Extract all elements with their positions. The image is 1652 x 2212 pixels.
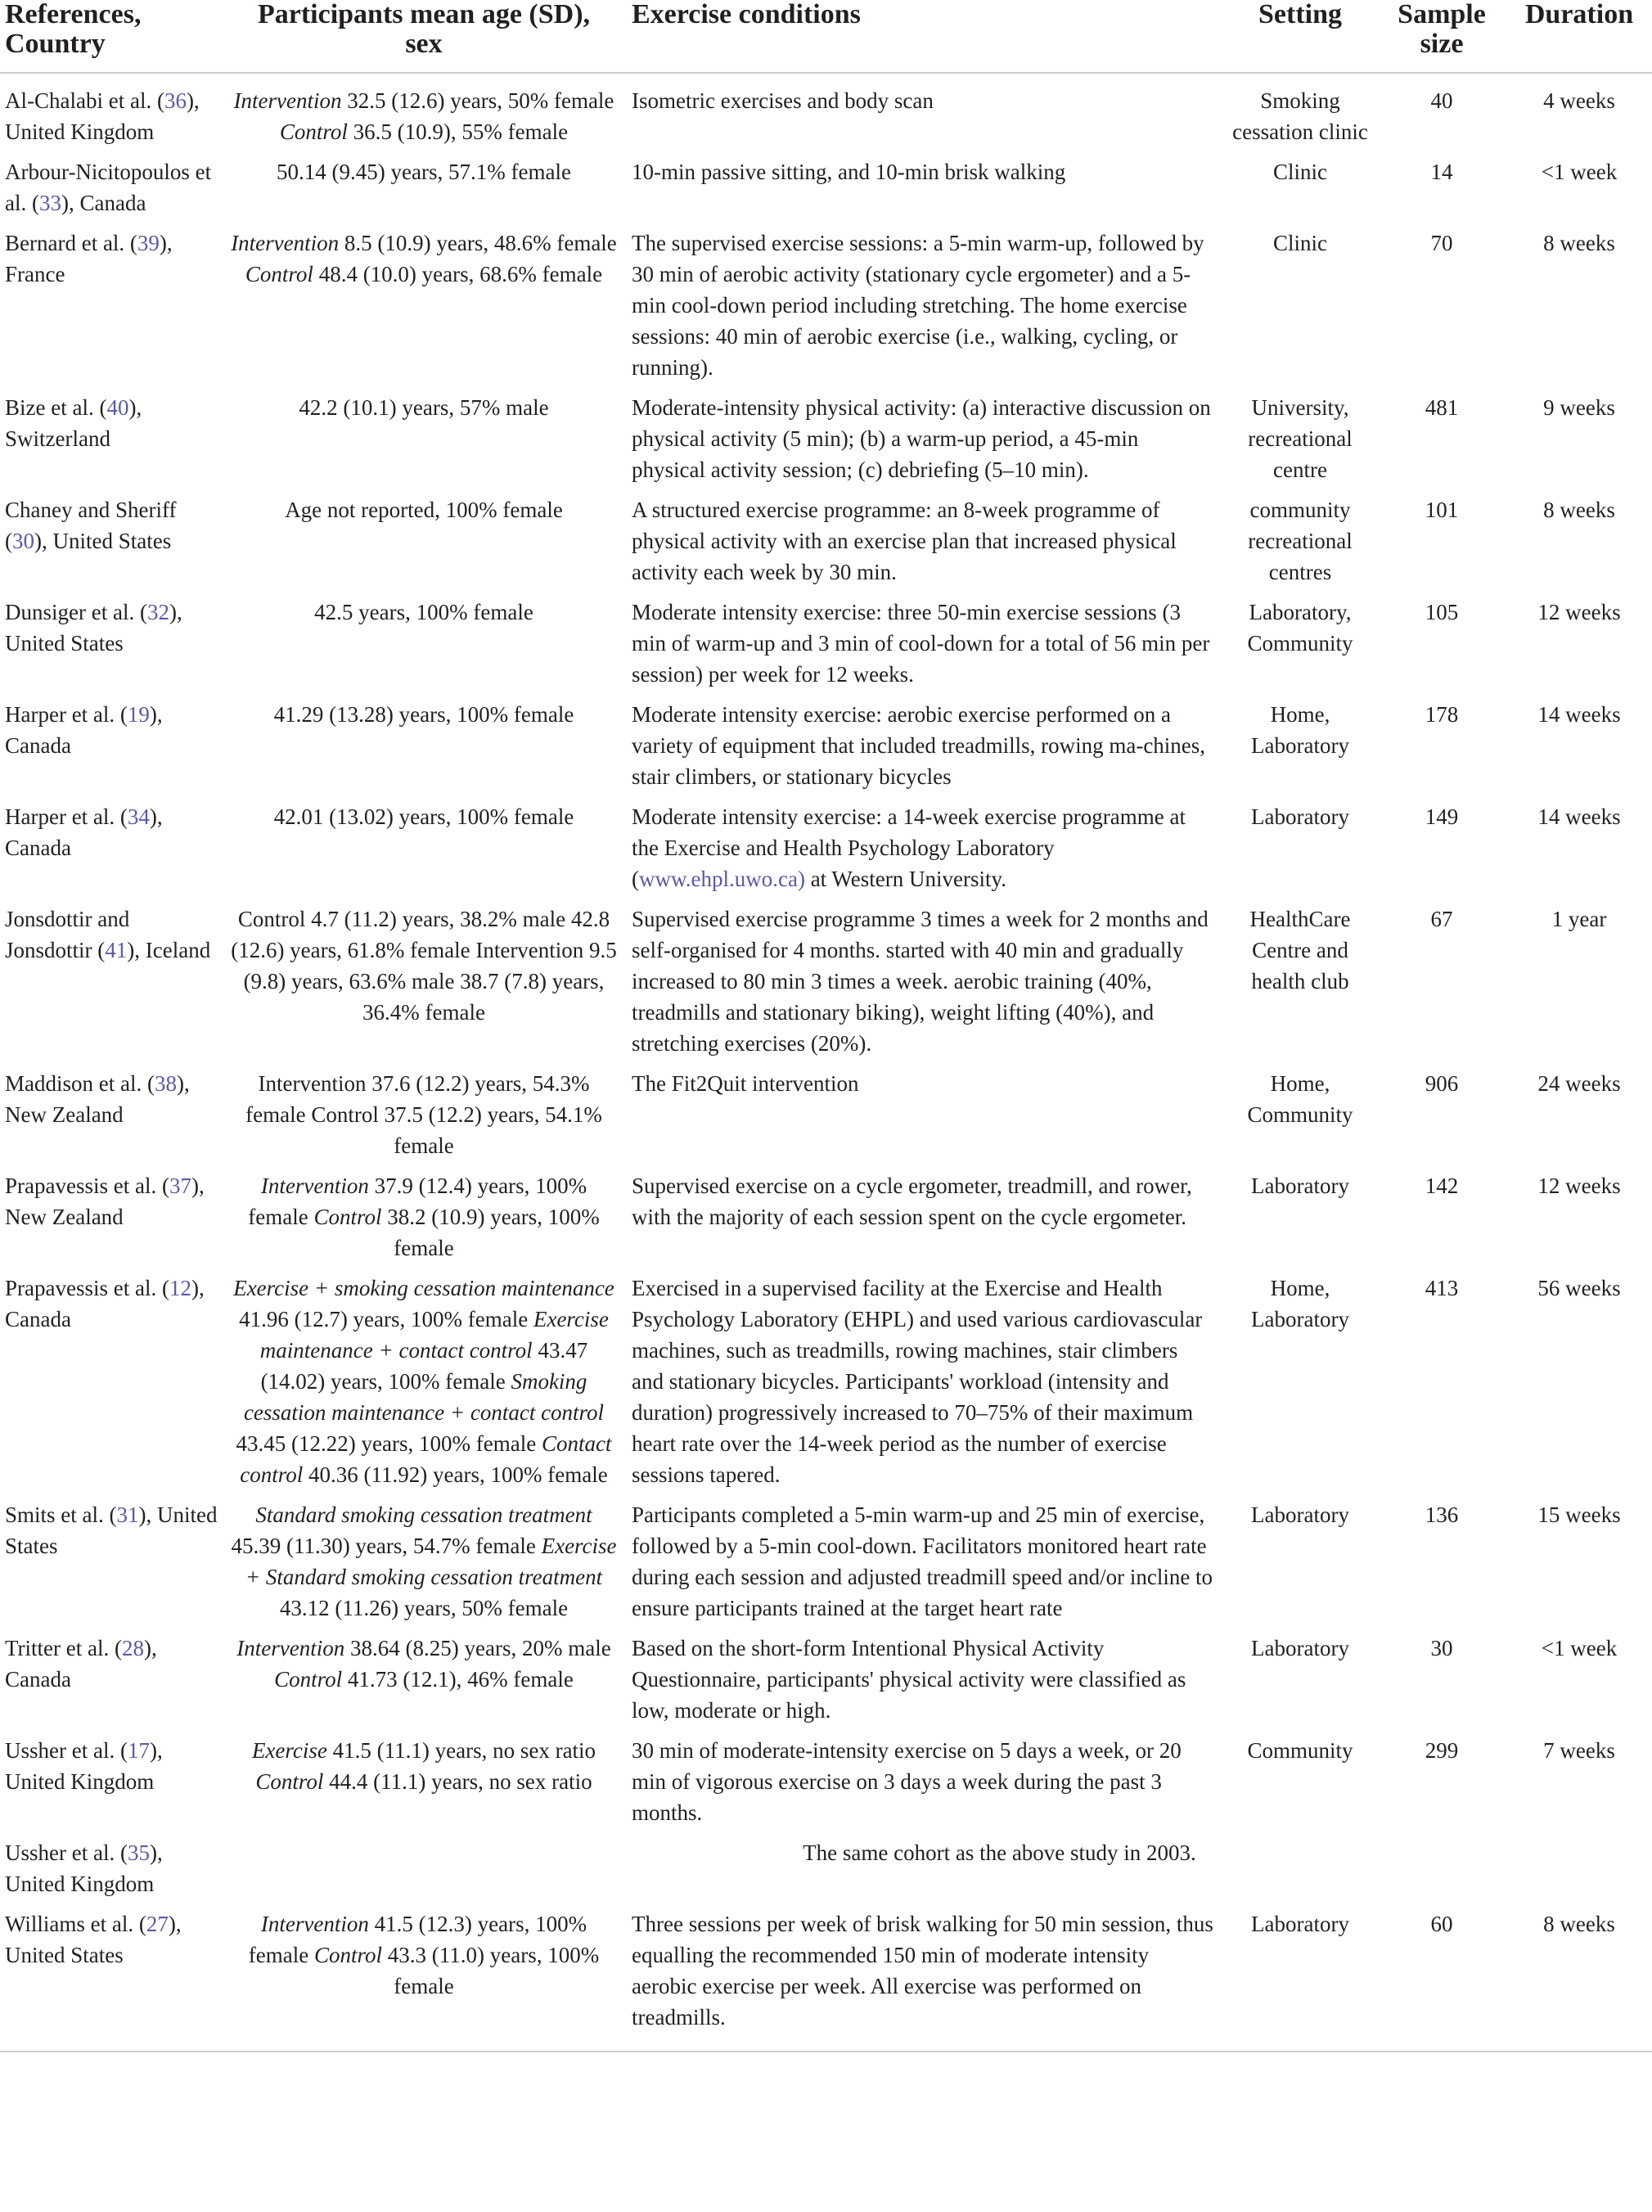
reference-country: ), France xyxy=(5,231,173,286)
citation-link[interactable]: 32 xyxy=(146,600,169,624)
reference-name: Dunsiger et al. ( xyxy=(5,600,147,624)
cell-sample-size: 30 xyxy=(1430,1636,1453,1660)
reference-name: Al-Chalabi et al. ( xyxy=(5,88,164,113)
cell-duration: 4 weeks xyxy=(1543,88,1615,113)
reference-country: ), United Kingdom xyxy=(5,1840,163,1896)
citation-link[interactable]: 12 xyxy=(169,1276,191,1300)
text-run: Intervention 37.6 (12.2) years, 54.3% female Control 37.5 (12.2) years, 54.1% female xyxy=(245,1071,602,1158)
cell-reference xyxy=(0,1273,226,1499)
text-run: Supervised exercise on a cycle ergometer, treadmill, and rower, with the majority of each session spent on the cycle ergometer. xyxy=(632,1174,1192,1229)
cell-setting: Home, Laboratory xyxy=(1251,702,1349,758)
cell-setting: Home, Community xyxy=(1247,1071,1353,1127)
text-run: 43.12 (11.26) years, 50% female xyxy=(279,1596,569,1620)
table-row xyxy=(0,494,1652,597)
reference-country: ), Canada xyxy=(5,1276,205,1331)
cell-exercise-conditions xyxy=(622,1273,1223,1499)
text-run: 45.39 (11.30) years, 54.7% female xyxy=(231,1534,542,1558)
text-run: The supervised exercise sessions: a 5-min warm-up, followed by 30 min of aerobic activity (stationary cycle ergometer) and a 5-min cool-down period including stretching. The home exercise sessions: 40 min of aerobic exercise (i.e., walking, cycling, or running). xyxy=(632,231,1204,380)
cell-setting: Home, Laboratory xyxy=(1251,1276,1349,1331)
cell-reference xyxy=(0,699,226,801)
cell-participants xyxy=(226,1273,622,1499)
table-row xyxy=(0,228,1652,392)
header-exercise-conditions: Exercise conditions xyxy=(622,0,1223,73)
header-sample-line2: size xyxy=(1420,29,1464,59)
cell-exercise-conditions xyxy=(622,699,1223,801)
text-run: 42.01 (13.02) years, 100% female xyxy=(273,804,574,829)
text-run: 10-min passive sitting, and 10-min brisk walking xyxy=(632,160,1066,184)
cell-duration: 12 weeks xyxy=(1537,1174,1621,1198)
cell-sample-size: 481 xyxy=(1425,395,1459,420)
cell-duration: 14 weeks xyxy=(1537,804,1621,829)
citation-link[interactable]: 40 xyxy=(106,395,129,420)
cell-merged-note: The same cohort as the above study in 2003. xyxy=(803,1840,1196,1865)
text-run: 43.45 (12.22) years, 100% female xyxy=(236,1431,542,1456)
text-run: Moderate-intensity physical activity: (a) interactive discussion on physical activity (5 min); (b) a warm-up period, a 45-min physical activity session; (c) debriefing (5–10 min). xyxy=(632,395,1211,482)
cell-participants xyxy=(226,73,622,156)
cell-duration: <1 week xyxy=(1541,160,1618,184)
text-run: Standard smoking cessation treatment xyxy=(255,1502,592,1527)
cell-participants xyxy=(226,392,622,494)
text-run: 44.4 (11.1) years, no sex ratio xyxy=(323,1769,592,1794)
header-sample-line1: Sample xyxy=(1398,0,1486,29)
reference-name: Tritter et al. ( xyxy=(5,1636,122,1660)
url-link[interactable]: www.ehpl.uwo.ca) xyxy=(639,867,805,891)
cell-sample-size: 60 xyxy=(1377,1908,1506,2052)
text-run: 40.36 (11.92) years, 100% female xyxy=(303,1462,608,1487)
table-row xyxy=(0,597,1652,699)
cell-duration: 15 weeks xyxy=(1537,1502,1621,1527)
text-run: 41.5 (12.3) years, 100% female xyxy=(248,1912,587,1967)
reference-name: Prapavessis et al. ( xyxy=(5,1276,169,1300)
cell-participants xyxy=(226,1908,622,2052)
cell-setting: Community xyxy=(1247,1738,1353,1763)
cell-participants xyxy=(226,228,622,392)
citation-link[interactable]: 27 xyxy=(146,1912,169,1936)
table-row xyxy=(0,1273,1652,1499)
cell-setting: Clinic xyxy=(1273,160,1327,184)
reference-name: Prapavessis et al. ( xyxy=(5,1174,169,1198)
cell-sample-size: 299 xyxy=(1425,1738,1459,1763)
cell-sample-size: 101 xyxy=(1425,498,1459,522)
text-run: Intervention xyxy=(260,1174,369,1198)
reference-country: ), Canada xyxy=(5,804,163,860)
cell-setting: Smoking cessation clinic xyxy=(1232,88,1368,144)
cell-exercise-conditions xyxy=(622,1633,1223,1735)
text-run: Exercised in a supervised facility at the Exercise and Health Psychology Laboratory (EHPL) and used various cardiovascular machines, such as treadmills, rowing machines, stair climbers and stationary bicycles. Participants' workload (intensity and duration) progressively increased to 70–75% of their maximum heart rate over the 14-week period as the number of exercise sessions tapered. xyxy=(632,1276,1203,1487)
header-references-line2: Country xyxy=(5,29,106,59)
cell-participants xyxy=(226,699,622,801)
cell-exercise-conditions xyxy=(622,903,1223,1068)
table-row xyxy=(0,1633,1652,1735)
reference-country: ), United States xyxy=(34,529,172,553)
reference-country: ), Canada xyxy=(61,191,146,215)
reference-country: ), Iceland xyxy=(127,938,211,962)
cell-setting: Laboratory xyxy=(1251,1502,1349,1527)
cell-exercise-conditions xyxy=(622,392,1223,494)
reference-country: ), United States xyxy=(5,1912,182,1967)
cell-duration: 24 weeks xyxy=(1537,1071,1621,1096)
text-run: 32.5 (12.6) years, 50% female xyxy=(341,88,614,113)
cell-participants xyxy=(226,801,622,903)
header-participants-line2: sex xyxy=(405,29,443,59)
table-row xyxy=(0,801,1652,903)
cell-participants xyxy=(226,1837,622,1908)
text-run: Exercise maintenance + contact control xyxy=(259,1307,609,1363)
text-run: Participants completed a 5-min warm-up and 25 min of exercise, followed by a 5-min cool-down. Facilitators monitored heart rate during each session and adjusted treadmill speed and/or incline to ensure participants trained at the target heart rate xyxy=(632,1502,1213,1620)
text-run: Supervised exercise programme 3 times a week for 2 months and self-organised for 4 months. started with 40 min and gradually increased to 80 min 3 times a week. aerobic training (40%, treadmills and stationary biking), weight lifting (40%), and stretching exercises (20%). xyxy=(632,907,1209,1056)
text-run: Exercise + smoking cessation maintenance xyxy=(233,1276,614,1300)
cell-exercise-conditions xyxy=(622,1170,1223,1273)
citation-link[interactable]: 36 xyxy=(164,88,187,113)
text-run: 50.14 (9.45) years, 57.1% female xyxy=(277,160,571,184)
header-references xyxy=(0,0,226,73)
cell-exercise-conditions xyxy=(622,1499,1223,1633)
citation-link[interactable]: 39 xyxy=(137,231,160,255)
citation-link[interactable]: 19 xyxy=(127,702,150,727)
cell-sample-size: 142 xyxy=(1425,1174,1459,1198)
citation-link[interactable]: 34 xyxy=(127,804,150,829)
reference-country: ), Switzerland xyxy=(5,395,142,451)
text-run: Control xyxy=(274,1667,343,1692)
cell-sample-size: 70 xyxy=(1430,231,1453,255)
cell-setting: community recreational centres xyxy=(1248,498,1353,584)
text-run: 8.5 (10.9) years, 48.6% female xyxy=(339,231,617,255)
cell-exercise-conditions xyxy=(622,156,1223,228)
cell-setting: Laboratory xyxy=(1223,1908,1377,2052)
cell-exercise-conditions xyxy=(622,597,1223,699)
cell-duration: 9 weeks xyxy=(1543,395,1615,420)
cell-duration: <1 week xyxy=(1541,1636,1618,1660)
cell-reference xyxy=(0,73,226,156)
text-run: Exercise xyxy=(251,1738,327,1763)
cell-participants xyxy=(226,1499,622,1633)
reference-name: Harper et al. ( xyxy=(5,702,128,727)
cell-setting: HealthCare Centre and health club xyxy=(1249,907,1351,993)
cell-setting: Clinic xyxy=(1273,231,1327,255)
cell-sample-size: 413 xyxy=(1425,1276,1459,1300)
citation-link[interactable]: 28 xyxy=(121,1636,144,1660)
reference-country: ), United Kingdom xyxy=(5,88,200,144)
cell-duration: 14 weeks xyxy=(1537,702,1621,727)
reference-name: Bernard et al. ( xyxy=(5,231,137,255)
reference-name: Jonsdottir and Jonsdottir ( xyxy=(5,907,130,962)
cell-setting: Laboratory xyxy=(1251,804,1349,829)
cell-exercise-conditions xyxy=(622,228,1223,392)
header-references-line1: References, xyxy=(5,0,142,29)
text-run: Intervention xyxy=(260,1912,369,1936)
cell-participants xyxy=(226,903,622,1068)
cell-setting: University, recreational centre xyxy=(1248,395,1353,482)
cell-setting: Laboratory xyxy=(1251,1636,1349,1660)
reference-country: ), New Zealand xyxy=(5,1071,190,1127)
cell-reference xyxy=(0,228,226,392)
cell-duration: 1 year xyxy=(1551,907,1607,931)
citation-link[interactable]: 31 xyxy=(116,1502,139,1527)
text-run: A structured exercise programme: an 8-week programme of physical activity with an exercise plan that increased physical activity each week by 30 min. xyxy=(632,498,1177,584)
text-run: Control 4.7 (11.2) years, 38.2% male 42.8 (12.6) years, 61.8% female Intervention 9.5 (9.8) years, 63.6% male 38.7 (7.8) years, 36.4% female xyxy=(231,907,617,1025)
text-run: 37.9 (12.4) years, 100% female xyxy=(248,1174,587,1229)
header-setting: Setting xyxy=(1223,0,1377,73)
cell-participants xyxy=(226,1633,622,1735)
header-row xyxy=(0,0,1652,73)
cell-setting: Laboratory xyxy=(1251,1174,1349,1198)
cell-reference xyxy=(0,494,226,597)
text-run: 38.2 (10.9) years, 100% female xyxy=(381,1205,600,1260)
table-row xyxy=(0,699,1652,801)
text-run: Control xyxy=(313,1943,383,1967)
text-run: Control xyxy=(313,1205,382,1229)
citation-link[interactable]: 41 xyxy=(105,938,128,962)
text-run: 43.47 (14.02) years, 100% female xyxy=(260,1338,588,1394)
cell-reference xyxy=(0,1499,226,1633)
table-row xyxy=(0,1837,1652,1908)
text-run: Control xyxy=(279,119,348,144)
reference-name: Ussher et al. ( xyxy=(5,1738,128,1763)
table-row xyxy=(0,1735,1652,1837)
cell-exercise-conditions xyxy=(622,1735,1223,1837)
citation-link[interactable]: 17 xyxy=(127,1738,150,1763)
reference-name: Chaney and Sheriff ( xyxy=(5,498,177,553)
table-row xyxy=(0,1908,1652,2052)
cell-reference xyxy=(0,597,226,699)
reference-name: Arbour-Nicitopoulos et al. ( xyxy=(5,160,212,215)
cell-sample-size: 136 xyxy=(1425,1502,1459,1527)
reference-country: ), Canada xyxy=(5,1636,157,1692)
text-run: 48.4 (10.0) years, 68.6% female xyxy=(313,262,603,286)
reference-country: ), United States xyxy=(5,1502,218,1558)
reference-name: Williams et al. ( xyxy=(5,1912,146,1936)
citation-link[interactable]: 37 xyxy=(169,1174,191,1198)
cell-duration xyxy=(1506,1837,1652,1908)
text-run: 43.3 (11.0) years, 100% female xyxy=(382,1943,600,1998)
cell-sample-size: 149 xyxy=(1425,804,1459,829)
cell-sample-size: 105 xyxy=(1425,600,1459,624)
text-run: 30 min of moderate-intensity exercise on 5 days a week, or 20 min of vigorous exercise on 3 days a week during the past 3 months. xyxy=(632,1738,1182,1825)
text-run: Age not reported, 100% female xyxy=(285,498,563,522)
cell-exercise-conditions xyxy=(622,73,1223,156)
cell-reference xyxy=(0,1068,226,1170)
cell-participants xyxy=(226,1170,622,1273)
cell-sample-size: 14 xyxy=(1430,160,1453,184)
reference-name: Harper et al. ( xyxy=(5,804,128,829)
cell-participants xyxy=(226,1068,622,1170)
reference-country: ), New Zealand xyxy=(5,1174,205,1229)
cell-participants xyxy=(226,156,622,228)
cell-reference xyxy=(0,801,226,903)
header-duration: Duration xyxy=(1506,0,1652,73)
reference-country: ), United Kingdom xyxy=(5,1738,163,1794)
cell-exercise-conditions xyxy=(622,1068,1223,1170)
text-run: Contact control xyxy=(240,1431,612,1487)
table-row xyxy=(0,1499,1652,1633)
text-run: Intervention xyxy=(233,88,342,113)
text-run: Control xyxy=(255,1769,324,1794)
text-run: Isometric exercises and body scan xyxy=(632,88,934,113)
cell-sample-size: 40 xyxy=(1430,88,1453,113)
table-row xyxy=(0,156,1652,228)
text-run: 42.2 (10.1) years, 57% male xyxy=(299,395,549,420)
cell-exercise-conditions xyxy=(622,801,1223,903)
table-row xyxy=(0,1170,1652,1273)
table-row xyxy=(0,1068,1652,1170)
cell-sample-size: 178 xyxy=(1425,702,1459,727)
text-run: Exercise + Standard smoking cessation treatment xyxy=(245,1534,617,1589)
table-row xyxy=(0,903,1652,1068)
reference-country: ), United States xyxy=(5,600,182,655)
text-run: Smoking cessation maintenance + contact control xyxy=(243,1369,605,1425)
text-run: Based on the short-form Intentional Physical Activity Questionnaire, participants' physical activity were classified as low, moderate or high. xyxy=(632,1636,1186,1723)
text-run: at Western University. xyxy=(804,867,1006,891)
cell-setting: Laboratory, Community xyxy=(1247,600,1353,655)
cell-reference xyxy=(0,903,226,1068)
cell-sample-size xyxy=(1377,1837,1506,1908)
cell-exercise-conditions xyxy=(622,1908,1223,2052)
cell-duration: 7 weeks xyxy=(1543,1738,1615,1763)
text-run: Intervention xyxy=(236,1636,345,1660)
cell-exercise-conditions xyxy=(622,494,1223,597)
cell-reference xyxy=(0,1837,226,1908)
text-run: 36.5 (10.9), 55% female xyxy=(347,119,569,144)
cell-participants xyxy=(226,597,622,699)
cell-duration: 8 weeks xyxy=(1506,1908,1652,2052)
reference-country: ), Canada xyxy=(5,702,163,758)
cell-duration: 8 weeks xyxy=(1543,231,1615,255)
header-sample-size xyxy=(1377,0,1506,73)
reference-name: Bize et al. ( xyxy=(5,395,107,420)
text-run: 41.29 (13.28) years, 100% female xyxy=(273,702,574,727)
text-run: The Fit2Quit intervention xyxy=(632,1071,859,1096)
table-body xyxy=(0,73,1652,2052)
cell-duration: 56 weeks xyxy=(1537,1276,1621,1300)
text-run: Three sessions per week of brisk walking for 50 min session, thus equalling the recommended 150 min of moderate intensity aerobic exercise per week. All exercise was performed on treadmills. xyxy=(632,1912,1213,2030)
citation-link[interactable]: 33 xyxy=(38,191,61,215)
text-run: 41.73 (12.1), 46% female xyxy=(342,1667,574,1692)
text-run: Control xyxy=(245,262,313,286)
reference-name: Ussher et al. ( xyxy=(5,1840,128,1865)
text-run: Moderate intensity exercise: a 14-week exercise programme at the Exercise and Health Psychology Laboratory ( xyxy=(632,804,1186,891)
cell-reference xyxy=(0,156,226,228)
text-run: Moderate intensity exercise: aerobic exercise performed on a variety of equipment that included treadmills, rowing ma-chines, stair climbers, or stationary bicycles xyxy=(632,702,1206,789)
cell-reference xyxy=(0,392,226,494)
cell-participants xyxy=(226,1735,622,1837)
text-run: 38.64 (8.25) years, 20% male xyxy=(344,1636,611,1660)
table-row xyxy=(0,392,1652,494)
text-run: 42.5 years, 100% female xyxy=(314,600,533,624)
header-participants-line1: Participants mean age (SD), xyxy=(257,0,591,29)
cell-reference xyxy=(0,1908,226,2052)
cell-duration: 12 weeks xyxy=(1537,600,1621,624)
reference-name: Maddison et al. ( xyxy=(5,1071,155,1096)
text-run: 41.5 (11.1) years, no sex ratio xyxy=(326,1738,596,1763)
cell-reference xyxy=(0,1735,226,1837)
header-participants xyxy=(226,0,622,73)
text-run: 41.96 (12.7) years, 100% female xyxy=(239,1307,533,1331)
cell-participants xyxy=(226,494,622,597)
citation-link[interactable]: 35 xyxy=(127,1840,150,1865)
citation-link[interactable]: 30 xyxy=(12,529,34,553)
citation-link[interactable]: 38 xyxy=(154,1071,177,1096)
cell-reference xyxy=(0,1170,226,1273)
table-row xyxy=(0,73,1652,156)
cell-sample-size: 906 xyxy=(1425,1071,1459,1096)
cell-reference xyxy=(0,1633,226,1735)
reference-name: Smits et al. ( xyxy=(5,1502,117,1527)
cell-duration: 8 weeks xyxy=(1543,498,1615,522)
cell-sample-size: 67 xyxy=(1430,907,1453,931)
text-run: Moderate intensity exercise: three 50-min exercise sessions (3 min of warm-up and 3 min of cool-down for a total of 56 min per session) per week for 12 weeks. xyxy=(632,600,1210,687)
text-run: Intervention xyxy=(231,231,340,255)
